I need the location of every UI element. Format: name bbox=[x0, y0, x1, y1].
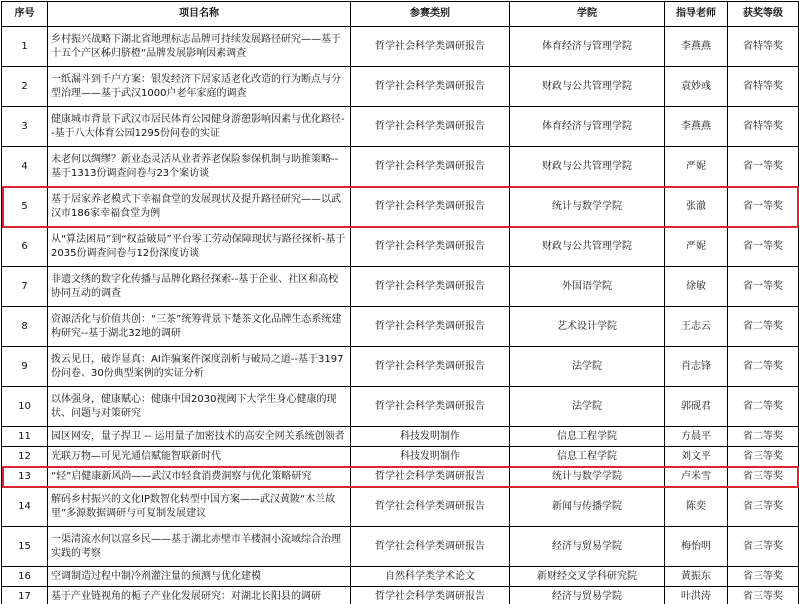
cell-seq: 12 bbox=[2, 447, 48, 467]
table-row bbox=[2, 227, 799, 267]
cell-college: 经济与贸易学院 bbox=[510, 587, 665, 604]
table-row bbox=[2, 447, 799, 467]
cell-college: 体育经济与管理学院 bbox=[510, 107, 665, 147]
table-row bbox=[2, 107, 799, 147]
cell-award: 省三等奖 bbox=[728, 467, 799, 487]
cell-category: 哲学社会科学类调研报告 bbox=[351, 527, 510, 567]
cell-project: 非遗文绣的数字化传播与品牌化路径探索--基于企业、社区和高校协同互动的调查 bbox=[48, 267, 351, 307]
cell-college: 统计与数学学院 bbox=[510, 467, 665, 487]
cell-advisor: 黄振东 bbox=[665, 567, 728, 587]
cell-category: 哲学社会科学类调研报告 bbox=[351, 587, 510, 604]
cell-project: “轻”启健康新风尚——武汉市轻食消费洞察与优化策略研究 bbox=[48, 467, 351, 487]
cell-award: 省二等奖 bbox=[728, 307, 799, 347]
table-row-highlighted bbox=[2, 187, 799, 227]
cell-category: 哲学社会科学类调研报告 bbox=[351, 467, 510, 487]
cell-project: 一纸漏斗到千户方案：银发经济下居家适老化改造的行为断点与分型治理——基于武汉1000户老年家庭的调查 bbox=[48, 67, 351, 107]
cell-award: 省一等奖 bbox=[728, 227, 799, 267]
cell-project: 从“算法困局”到“权益破局”平台零工劳动保障现状与路径探析-基于2035份调查问卷与12份深度访谈 bbox=[48, 227, 351, 267]
cell-project: 一渠清流水何以富乡民——基于湖北赤壁市羊楼洞小流域综合治理实践的考察 bbox=[48, 527, 351, 567]
cell-category: 自然科学类学术论文 bbox=[351, 567, 510, 587]
cell-award: 省三等奖 bbox=[728, 527, 799, 567]
cell-seq: 8 bbox=[2, 307, 48, 347]
cell-seq: 7 bbox=[2, 267, 48, 307]
cell-college: 经济与贸易学院 bbox=[510, 527, 665, 567]
table-row bbox=[2, 267, 799, 307]
table-row bbox=[2, 147, 799, 187]
cell-seq: 13 bbox=[2, 467, 48, 487]
cell-category: 哲学社会科学类调研报告 bbox=[351, 347, 510, 387]
cell-category: 哲学社会科学类调研报告 bbox=[351, 307, 510, 347]
cell-seq: 5 bbox=[2, 187, 48, 227]
cell-advisor: 王志云 bbox=[665, 307, 728, 347]
cell-project: 基于产业链视角的栀子产业化发展研究：对湖北长阳县的调研 bbox=[48, 587, 351, 604]
cell-category: 哲学社会科学类调研报告 bbox=[351, 147, 510, 187]
cell-college: 信息工程学院 bbox=[510, 427, 665, 447]
cell-award: 省一等奖 bbox=[728, 187, 799, 227]
cell-project: 乡村振兴战略下湖北省地理标志品牌可持续发展路径研究——基于十五个产区秭归脐橙“品牌发展影响因素调查 bbox=[48, 27, 351, 67]
cell-award: 省三等奖 bbox=[728, 447, 799, 467]
cell-advisor: 严妮 bbox=[665, 147, 728, 187]
cell-seq: 3 bbox=[2, 107, 48, 147]
cell-seq: 17 bbox=[2, 587, 48, 604]
header-advisor: 指导老师 bbox=[665, 2, 728, 27]
cell-project: 空调制造过程中制冷剂灌注量的预测与优化建模 bbox=[48, 567, 351, 587]
cell-seq: 14 bbox=[2, 487, 48, 527]
cell-advisor: 梅怡明 bbox=[665, 527, 728, 567]
cell-advisor: 方晨平 bbox=[665, 427, 728, 447]
table-row bbox=[2, 427, 799, 447]
cell-project: 以体强身，健康赋心：健康中国2030视阈下大学生身心健康的现状、问题与对策研究 bbox=[48, 387, 351, 427]
table-row-highlighted bbox=[2, 467, 799, 487]
cell-award: 省特等奖 bbox=[728, 107, 799, 147]
cell-college: 财政与公共管理学院 bbox=[510, 227, 665, 267]
table-row bbox=[2, 587, 799, 604]
cell-advisor: 陈奕 bbox=[665, 487, 728, 527]
cell-award: 省三等奖 bbox=[728, 567, 799, 587]
cell-project: 解码乡村振兴的文化IP数智化转型中国方案——武汉黄陂“木兰故里”多源数据调研与可复制发展建议 bbox=[48, 487, 351, 527]
cell-award: 省特等奖 bbox=[728, 27, 799, 67]
cell-college: 财政与公共管理学院 bbox=[510, 67, 665, 107]
cell-college: 艺术设计学院 bbox=[510, 307, 665, 347]
cell-category: 哲学社会科学类调研报告 bbox=[351, 187, 510, 227]
table-row bbox=[2, 27, 799, 67]
table-header-row bbox=[2, 2, 799, 27]
cell-project: 基于居家养老模式下幸福食堂的发展现状及提升路径研究——以武汉市186家幸福食堂为例 bbox=[48, 187, 351, 227]
cell-award: 省一等奖 bbox=[728, 147, 799, 187]
cell-advisor: 卢米雪 bbox=[665, 467, 728, 487]
cell-category: 哲学社会科学类调研报告 bbox=[351, 107, 510, 147]
cell-advisor: 李燕燕 bbox=[665, 27, 728, 67]
cell-category: 哲学社会科学类调研报告 bbox=[351, 387, 510, 427]
table-row bbox=[2, 387, 799, 427]
cell-advisor: 张澈 bbox=[665, 187, 728, 227]
cell-award: 省二等奖 bbox=[728, 347, 799, 387]
table-row bbox=[2, 487, 799, 527]
cell-college: 统计与数学学院 bbox=[510, 187, 665, 227]
cell-category: 哲学社会科学类调研报告 bbox=[351, 267, 510, 307]
header-category: 参赛类别 bbox=[351, 2, 510, 27]
cell-seq: 11 bbox=[2, 427, 48, 447]
cell-college: 法学院 bbox=[510, 387, 665, 427]
cell-award: 省二等奖 bbox=[728, 387, 799, 427]
cell-award: 省一等奖 bbox=[728, 267, 799, 307]
cell-seq: 10 bbox=[2, 387, 48, 427]
cell-college: 法学院 bbox=[510, 347, 665, 387]
header-seq: 序号 bbox=[2, 2, 48, 27]
cell-category: 哲学社会科学类调研报告 bbox=[351, 227, 510, 267]
cell-project: 园区网安，量子捍卫 -- 运用量子加密技术的高安全网关系统创领者 bbox=[48, 427, 351, 447]
header-award: 获奖等级 bbox=[728, 2, 799, 27]
cell-category: 科技发明制作 bbox=[351, 447, 510, 467]
cell-advisor: 严妮 bbox=[665, 227, 728, 267]
cell-advisor: 徐敏 bbox=[665, 267, 728, 307]
cell-college: 财政与公共管理学院 bbox=[510, 147, 665, 187]
header-project: 项目名称 bbox=[48, 2, 351, 27]
cell-college: 新闻与传播学院 bbox=[510, 487, 665, 527]
table-row bbox=[2, 527, 799, 567]
cell-category: 科技发明制作 bbox=[351, 427, 510, 447]
cell-project: 资源活化与价值共创：“三茶”统筹背景下楚茶文化品牌生态系统建构研究--基于湖北32地的调研 bbox=[48, 307, 351, 347]
cell-award: 省二等奖 bbox=[728, 427, 799, 447]
table-row bbox=[2, 567, 799, 587]
cell-advisor: 刘文平 bbox=[665, 447, 728, 467]
cell-seq: 1 bbox=[2, 27, 48, 67]
cell-project: 拨云见日，破诈显真：AI诈骗案件深度剖析与破局之道--基于3197份问卷、30份典型案例的实证分析 bbox=[48, 347, 351, 387]
cell-seq: 6 bbox=[2, 227, 48, 267]
cell-award: 省三等奖 bbox=[728, 587, 799, 604]
award-table bbox=[1, 1, 799, 604]
cell-seq: 9 bbox=[2, 347, 48, 387]
cell-project: 健康城市背景下武汉市居民体育公园健身游憩影响因素与优化路径--基于八大体育公园1295份问卷的实证 bbox=[48, 107, 351, 147]
cell-seq: 15 bbox=[2, 527, 48, 567]
cell-award: 省特等奖 bbox=[728, 67, 799, 107]
cell-project: 未老何以绸缪？新业态灵活从业者养老保险参保机制与助推策略--基于1313份调查问卷与23个案访谈 bbox=[48, 147, 351, 187]
table-row bbox=[2, 347, 799, 387]
cell-seq: 16 bbox=[2, 567, 48, 587]
cell-category: 哲学社会科学类调研报告 bbox=[351, 27, 510, 67]
cell-advisor: 李燕燕 bbox=[665, 107, 728, 147]
cell-advisor: 袁妙彧 bbox=[665, 67, 728, 107]
cell-college: 新财经交叉学科研究院 bbox=[510, 567, 665, 587]
table-row bbox=[2, 67, 799, 107]
cell-project: 光联万物—可见光通信赋能智联新时代 bbox=[48, 447, 351, 467]
cell-seq: 2 bbox=[2, 67, 48, 107]
cell-category: 哲学社会科学类调研报告 bbox=[351, 487, 510, 527]
cell-category: 哲学社会科学类调研报告 bbox=[351, 67, 510, 107]
cell-advisor: 郭砚君 bbox=[665, 387, 728, 427]
cell-advisor: 肖志锋 bbox=[665, 347, 728, 387]
cell-college: 外国语学院 bbox=[510, 267, 665, 307]
cell-seq: 4 bbox=[2, 147, 48, 187]
cell-award: 省三等奖 bbox=[728, 487, 799, 527]
table-row bbox=[2, 307, 799, 347]
cell-advisor: 叶洪涛 bbox=[665, 587, 728, 604]
cell-college: 体育经济与管理学院 bbox=[510, 27, 665, 67]
cell-college: 信息工程学院 bbox=[510, 447, 665, 467]
header-college: 学院 bbox=[510, 2, 665, 27]
